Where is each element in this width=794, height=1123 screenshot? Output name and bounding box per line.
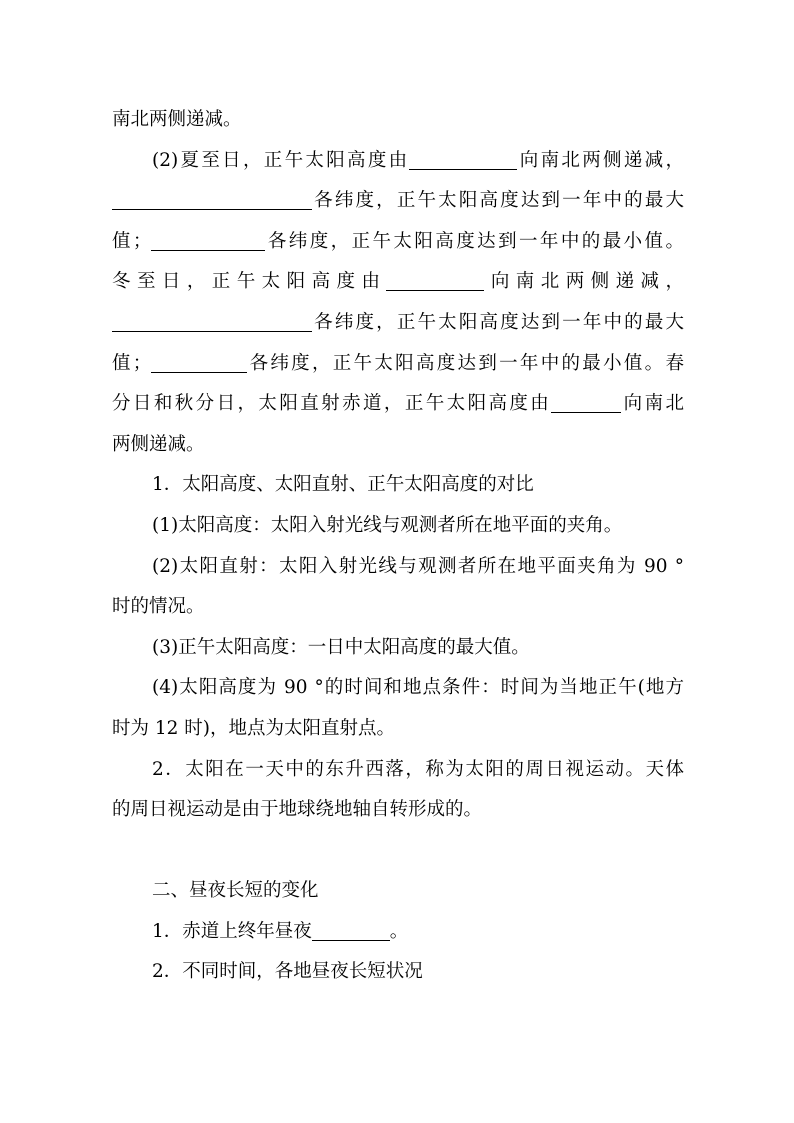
- text-line-5: [112, 262, 684, 303]
- text-line-12: [112, 547, 684, 588]
- text: 向南北两侧递减，: [517, 149, 684, 171]
- text-line-13: [112, 587, 684, 628]
- text-line-17: [112, 750, 684, 791]
- text: 向南北两侧递减，: [484, 271, 684, 293]
- text-line-10: [112, 465, 684, 506]
- text-line-2: [112, 141, 684, 182]
- text-line-16: [112, 709, 684, 750]
- text: 值；: [112, 230, 152, 252]
- text-line-1: [112, 100, 684, 141]
- text: 冬至日，正午太阳高度由: [112, 271, 387, 293]
- text-line-4: [112, 222, 684, 263]
- fill-blank[interactable]: [151, 226, 265, 251]
- text: 2．太阳在一天中的东升西落，称为太阳的周日视运动。天体: [152, 758, 684, 780]
- text: 时的情况。: [112, 596, 205, 618]
- text: (4)太阳高度为 90 °的时间和地点条件：时间为当地正午(地方: [152, 677, 684, 699]
- text: 分日和秋分日，太阳直射赤道，正午太阳高度由: [112, 393, 552, 415]
- text-line-14: [112, 628, 684, 669]
- text-line-11: [112, 506, 684, 547]
- fill-blank[interactable]: [409, 145, 517, 170]
- text: 向南北: [621, 393, 684, 415]
- text: 各纬度，正午太阳高度达到一年中的最小值。: [265, 230, 684, 252]
- fill-blank[interactable]: [112, 307, 312, 332]
- fill-blank[interactable]: [151, 348, 247, 373]
- text: 值；: [112, 352, 152, 374]
- text-line-6: [112, 303, 684, 344]
- text: 2．不同时间，各地昼夜长短状况: [152, 961, 423, 983]
- text-line-9: [112, 425, 684, 466]
- fill-blank[interactable]: [386, 266, 484, 291]
- document-page: [112, 100, 684, 993]
- text: 时为 12 时)，地点为太阳直射点。: [112, 717, 396, 739]
- text: 各纬度，正午太阳高度达到一年中的最大: [312, 190, 684, 212]
- fill-blank[interactable]: [312, 916, 390, 941]
- text: (1)太阳高度：太阳入射光线与观测者所在地平面的夹角。: [152, 514, 623, 536]
- text-line-7: [112, 344, 684, 385]
- text-line-3: [112, 181, 684, 222]
- text: (2)太阳直射：太阳入射光线与观测者所在地平面夹角为 90 °: [152, 555, 684, 577]
- text: 的周日视运动是由于地球绕地轴自转形成的。: [112, 799, 483, 821]
- text: 。: [389, 920, 409, 942]
- text: 二、昼夜长短的变化: [152, 880, 319, 902]
- text-line-22: [112, 952, 684, 993]
- text: 1．太阳高度、太阳直射、正午太阳高度的对比: [152, 474, 534, 496]
- text-line-15: [112, 668, 684, 709]
- fill-blank[interactable]: [551, 388, 621, 413]
- text: (3)正午太阳高度：一日中太阳高度的最大值。: [152, 636, 530, 658]
- text: 各纬度，正午太阳高度达到一年中的最小值。春: [247, 352, 684, 374]
- fill-blank[interactable]: [112, 185, 312, 210]
- paragraph-gap: [112, 831, 684, 872]
- text: 两侧递减。: [112, 433, 205, 455]
- text-line-18: [112, 790, 684, 831]
- text-line-8: [112, 384, 684, 425]
- text: 南北两侧递减。: [112, 109, 242, 130]
- text-line-21: [112, 912, 684, 953]
- section-heading: [112, 871, 684, 912]
- text: (2)夏至日，正午太阳高度由: [152, 149, 410, 171]
- text: 1．赤道上终年昼夜: [152, 920, 312, 942]
- text: 各纬度，正午太阳高度达到一年中的最大: [312, 311, 684, 333]
